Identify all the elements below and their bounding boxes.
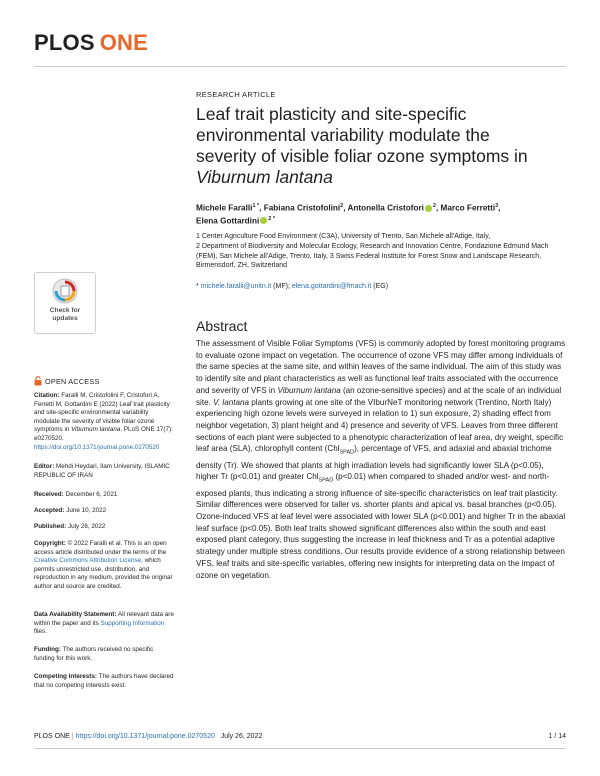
page-number: 1 / 14: [548, 733, 566, 740]
author-faralli[interactable]: Michele Faralli: [196, 203, 253, 213]
badge-label: [35, 307, 95, 322]
data-availability-text: All relevant data are within the paper and its: [34, 611, 174, 627]
affiliation-2-3: 2 Department of Biodiversity and Molecular Ecology, Research and Innovation Centre, Fondazione Edmund Mach (FEM), San Michele all'Adige, Trento, Italy, 3 Swiss Federal Institute for Forest Snow and Landscape Research, Birmensdorf, ZH, Switzerland: [196, 243, 549, 270]
editor-block: [34, 463, 174, 480]
affiliation-1: 1 Center Agriculture Food Environment (C3A), University of Trento, San Michele all'Adige, Italy,: [196, 233, 491, 240]
badge-line-2: updates: [52, 314, 78, 322]
header-divider: [34, 66, 566, 67]
correspondence-star: *: [196, 283, 199, 290]
author-cristofori[interactable]: Antonella Cristofori: [347, 203, 424, 213]
logo-one: ONE: [99, 30, 148, 55]
abstract-part-4: ), percentage of VFS, and adaxial and abaxial trichome density (Tr). We showed that plants at high irradiation levels had significantly lower SLA (p<0.05), higher Tr (p<0.01) and greater Chl: [196, 444, 552, 482]
author-sep: ,: [343, 203, 346, 213]
copyright-label: Copyright:: [34, 540, 66, 547]
copyright-text-end: , which permits unrestricted use, distribution, and reproduction in any medium, provided the original author and source are credited.: [34, 557, 172, 590]
competing-interests-block: [34, 673, 174, 690]
badge-line-1: Check for: [49, 307, 81, 314]
page-footer: [34, 733, 262, 740]
editor-text: Mehdi Heydari, Ilam University, ISLAMIC REPUBLIC OF IRAN: [34, 463, 170, 479]
email-link-faralli[interactable]: michele.faralli@unitn.it: [200, 283, 272, 290]
published-date: July 26, 2022: [67, 523, 106, 530]
citation-label: Citation:: [34, 392, 60, 399]
author-ferretti-sup: 3: [495, 203, 499, 209]
citation-species: Viburnum lantana: [71, 426, 121, 434]
copyright-block: [34, 540, 174, 592]
article-type: RESEARCH ARTICLE: [196, 90, 276, 99]
data-availability-label: Data Availability Statement:: [34, 611, 117, 618]
author-sep: ,: [435, 203, 439, 213]
article-title: [196, 104, 556, 188]
cc-license-link[interactable]: Creative Commons Attribution License: [34, 557, 142, 565]
received-date: December 6, 2021: [65, 491, 118, 498]
funding-label: Funding:: [34, 646, 61, 653]
abstract-species-1: Viburnum lantana: [277, 385, 341, 395]
author-faralli-sup: 1 *: [252, 203, 260, 209]
author-sep: ,: [259, 203, 262, 213]
correspondence: [196, 282, 568, 291]
author-cristofolini[interactable]: Fabiana Cristofolini: [263, 203, 341, 213]
spad-subscript-2: SPAD: [318, 477, 334, 484]
open-access-text: OPEN ACCESS: [45, 377, 100, 386]
open-access-label: [34, 376, 100, 386]
citation-doi-link[interactable]: https://doi.org/10.1371/journal.pone.0270520: [34, 443, 160, 451]
email-link-gottardini[interactable]: elena.gottardini@fmach.it: [291, 283, 372, 290]
published-label: Published:: [34, 523, 67, 530]
orcid-icon[interactable]: [260, 217, 267, 224]
open-lock-icon: [34, 376, 42, 386]
accepted-date: June 10, 2022: [66, 507, 107, 514]
accepted-block: [34, 507, 174, 516]
footer-journal: PLOS ONE: [34, 733, 70, 740]
author-cristofolini-sup: 2: [340, 203, 344, 209]
received-block: [34, 491, 174, 500]
check-for-updates-badge[interactable]: [34, 272, 96, 334]
author-cristofori-sup: 2: [432, 203, 436, 209]
citation-text: Faralli M, Cristofolini F, Cristofori A, Ferretti M, Gottardini E (2022) Leaf trait plasticity and site-specific environmental variability modulate the severity of visible foliar ozone symptoms in: [34, 392, 170, 434]
email-mid: (MF);: [273, 283, 290, 290]
abstract-species-2: V. lantana: [213, 397, 249, 407]
copyright-text: © 2022 Faralli et al. This is an open access article distributed under the terms of the: [34, 540, 167, 556]
footer-doi-link[interactable]: https://doi.org/10.1371/journal.pone.0270520: [75, 733, 215, 740]
funding-text: The authors received no specific funding for this work.: [34, 646, 154, 662]
author-list: [196, 201, 566, 226]
check-for-updates-icon: [52, 278, 78, 304]
accepted-label: Accepted:: [34, 507, 65, 514]
email-end: (EG): [373, 283, 389, 290]
data-availability-end: files.: [34, 628, 47, 636]
funding-block: [34, 646, 174, 663]
competing-interests-label: Competing interests:: [34, 673, 97, 680]
author-gottardini-sup: 2 *: [268, 215, 275, 222]
data-availability-block: [34, 611, 174, 637]
published-block: [34, 523, 174, 532]
abstract-heading: Abstract: [196, 318, 248, 334]
competing-interests-text: The authors have declared that no competing interests exist.: [34, 673, 174, 689]
spad-subscript-1: SPAD: [339, 449, 355, 456]
title-line-2: environmental variability modulate the: [196, 125, 490, 145]
title-line-1: Leaf trait plasticity and site-specific: [196, 104, 467, 124]
author-sep: ,: [498, 203, 501, 213]
author-gottardini[interactable]: Elena Gottardini: [196, 216, 260, 226]
logo-plos: PLOS: [34, 30, 95, 55]
title-line-4: Viburnum lantana: [196, 167, 333, 187]
abstract-part-2: (an ozone-sensitive species) and at the scale of an individual site.: [196, 385, 562, 407]
abstract-body: [196, 338, 568, 581]
received-label: Received:: [34, 491, 64, 498]
footer-divider: [34, 748, 566, 749]
abstract-part-3: plants growing at one site of the VIburNeT monitoring network (Trentino, North Italy) experiencing high ozone levels were surveyed in relation to 1) sun exposure, 2) shading effect from neighbor vegetation, 3) plant height and 4) presence and severity of VFS. Leaves from three different sections of each plant were subjected to a phenotypic characterization of leaf area, dry weight, specific leaf area (SLA), chlorophyll content (Chl: [196, 397, 564, 454]
orcid-icon[interactable]: [425, 205, 432, 212]
footer-date: July 26, 2022: [220, 733, 263, 740]
abstract-part-5: (p<0.01) when compared to shaded and/or west- and north-exposed plants, thus indicating a strong influence of site-specific characteristics on leaf trait plasticity. Similar differences were observed for taller vs. shorter plants and apical vs. basal branches (p<0.05). Ozone-induced VFS at leaf level were associated with lower SLA (p<0.001) and higher Tr in the abaxial leaf surface (p<0.05). Both leaf traits showed significant differences also within the south and east exposed plant category, thus suggesting the increase in leaf thickness and Tr as a potential adaptive strategy under multiple stress conditions. Our results provide evidence of a strong relationship between VFS, leaf traits and site-specific variables, offering new insights for interpreting data on the impact of ozone on vegetation.: [196, 472, 566, 580]
supporting-info-link[interactable]: Supporting Information: [100, 619, 165, 627]
footer-separator: |: [71, 733, 74, 740]
editor-label: Editor:: [34, 463, 55, 470]
abstract-part-1: The assessment of Visible Foliar Symptoms (VFS) is commonly adopted by forest monitoring programs to evaluate ozone impact on vegetation. The occurrence of ozone VFS may differ among individuals of the same species at the same site, and within leaves of the same individual. The aim of this study was to identify site and plant characteristics as well as functional leaf traits associated with the occurrence and severity of VFS in: [196, 339, 566, 395]
citation-end: . PLoS ONE 17(7): e0270520.: [34, 426, 173, 442]
title-line-3: severity of visible foliar ozone symptoms in: [196, 146, 528, 166]
citation-block: [34, 392, 174, 452]
author-ferretti[interactable]: Marco Ferretti: [440, 203, 496, 213]
journal-logo[interactable]: [34, 30, 148, 56]
